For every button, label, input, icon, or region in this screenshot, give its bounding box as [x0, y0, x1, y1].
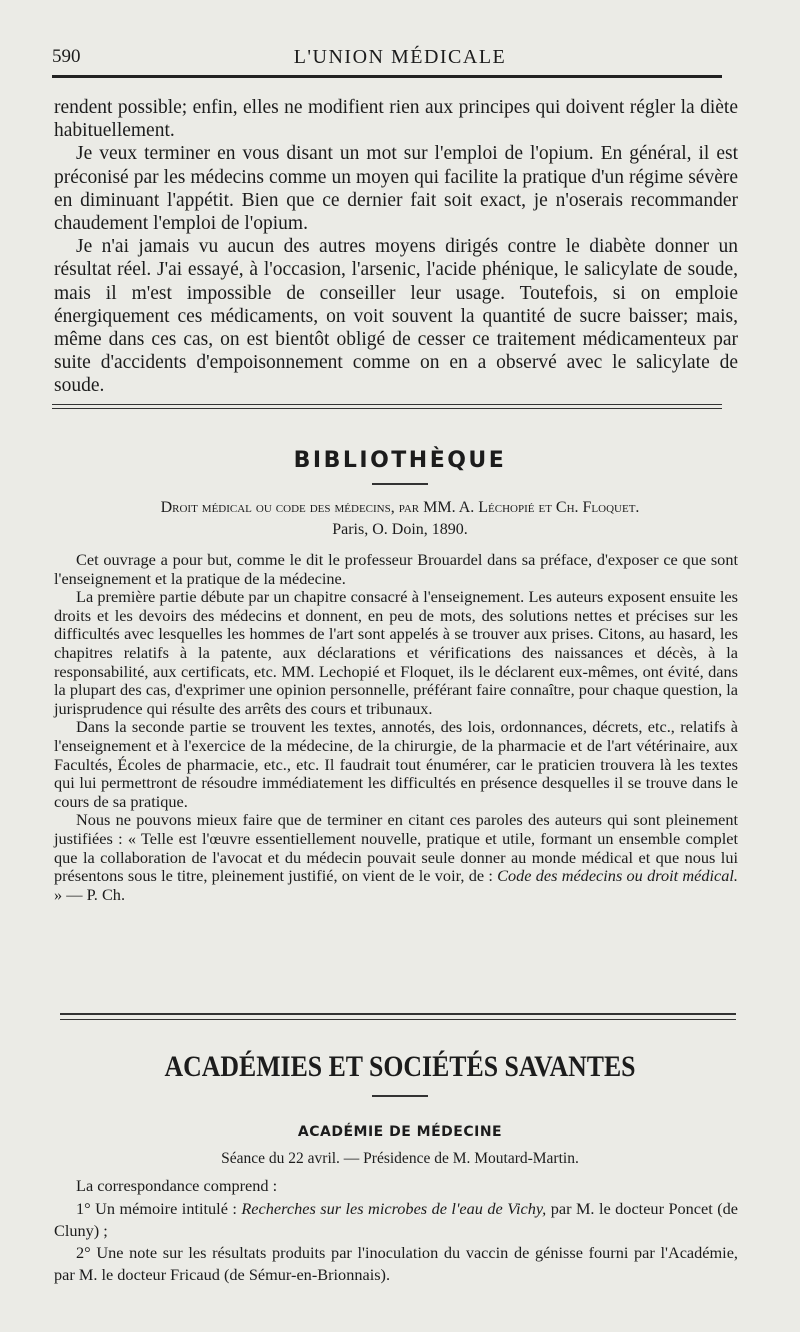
paragraph: Cet ouvrage a pour but, comme le dit le professeur Brouardel dans sa préface, d'exposer ce que sont l'enseignement et la pratique de la médecine. — [54, 550, 738, 588]
paragraph: rendent possible; enfin, elles ne modifient rien aux principes qui doivent régler la diète habituellement. — [54, 97, 738, 142]
section-divider — [52, 408, 722, 409]
seance-line: Séance du 22 avril. — Présidence de M. Moutard-Martin. — [221, 1150, 579, 1167]
header-rule — [52, 75, 722, 78]
closing-text: Nous ne pouvons mieux faire que de terminer en citant ces paroles des auteurs qui sont pleinement justifiées : « Telle est l'œuvre essentiellement nouvelle, pratique et utile, formant un ensemble complet que la collaboration de l'avocat et du médecin pouvait seule donner au monde médical et que nous lui présentons sous le titre, pleinement justifié, on vient de le voir, de : — [54, 810, 738, 886]
title-underline — [372, 483, 428, 485]
section-divider — [60, 1019, 736, 1020]
academy-subheading: ACADÉMIE DE MÉDECINE — [297, 1124, 503, 1140]
paragraph: Dans la seconde partie se trouvent les textes, annotés, des lois, ordonnances, décrets, etc., relatifs à l'enseignement et à l'exercice de la médecine, de la chirurgie, de la pharmacie et de l'art vétérinaire, aux Facultés, Écoles de pharmacie, etc., etc. Il faudrait tout énumérer, car le praticien trouvera là les textes qui lui permettront de résoudre immédiatement les difficultés en présence desquelles il se trouve dans le cours de sa pratique. — [54, 717, 738, 811]
academies-title: ACADÉMIES ET SOCIÉTÉS SAVANTES — [164, 1050, 636, 1083]
paragraph: La première partie débute par un chapitre consacré à l'enseignement. Les auteurs exposent ensuite les droits et les devoirs des médecins et donnent, en peu de mots, des solutions nettes et précises sur les difficultés avec lesquelles les hommes de l'art sont appelés à se trouver aux prises. Citons, au hasard, les chapitres relatifs à la patente, aux déclarations et vérifications des naissances et décès, à la responsabilité, aux certificats, etc. MM. Lechopié et Floquet, ils le déclarent eux-mêmes, ont évité, dans la plupart des cas, d'exprimer une opinion personnelle, préférant faire connaître, pour chaque question, la jurisprudence qui résulte des arrêts des cours et tribunaux. — [54, 587, 738, 718]
paragraph: Je veux terminer en vous disant un mot sur l'emploi de l'opium. En général, il est préconisé par les médecins comme un moyen qui facilite la pratique d'un régime sévère en diminuant l'appétit. Bien que ce dernier fait soit exact, je n'oserais recommander chaudement l'emploi de l'opium. — [54, 143, 738, 235]
item-number: 1° Un mémoire intitulé : — [76, 1199, 242, 1218]
book-publisher: Paris, O. Doin, 1890. — [332, 521, 468, 538]
item-author: par M. le docteur Poncet (de Cluny) ; — [54, 1199, 739, 1240]
paragraph — [54, 1198, 738, 1242]
section-divider — [52, 404, 722, 405]
bibliotheque-title: BIBLIOTHÈQUE — [293, 448, 507, 473]
memoir-title: Recherches sur les microbes de l'eau de Vichy, — [241, 1199, 547, 1218]
title-underline — [372, 1095, 428, 1097]
book-title: Droit médical ou code des médecins, par MM. A. Léchopié et Ch. Floquet. — [160, 499, 640, 516]
closing-signature: » — P. Ch. — [54, 884, 126, 904]
closing-italic-title: Code des médecins ou droit médical. — [497, 866, 739, 886]
page-header — [52, 38, 748, 68]
running-title: L'UNION MÉDICALE — [293, 46, 507, 68]
academy-report — [54, 1174, 738, 1286]
article-continuation — [54, 96, 738, 398]
section-divider — [60, 1013, 736, 1015]
page-number: 590 — [52, 46, 81, 67]
book-review — [54, 551, 738, 904]
paragraph: 2° Une note sur les résultats produits par l'inoculation du vaccin de génisse fourni par l'Académie, par M. le docteur Fricaud (de Sémur-en-Brionnais). — [54, 1243, 738, 1284]
paragraph: La correspondance comprend : — [76, 1176, 278, 1195]
paragraph: Je n'ai jamais vu aucun des autres moyens dirigés contre le diabète donner un résultat réel. J'ai essayé, à l'occasion, l'arsenic, l'acide phénique, le salicylate de soude, mais il m'est impossible de conseiller leur usage. Toutefois, si on emploie énergiquement ces médicaments, on voit souvent la quantité de sucre baisser; mais, même dans ces cas, on est bientôt obligé de cesser ce traitement médicamenteux par suite d'accidents d'empoisonnement comme on en a observé avec le salicylate de soude. — [54, 236, 738, 397]
paragraph — [54, 811, 738, 904]
